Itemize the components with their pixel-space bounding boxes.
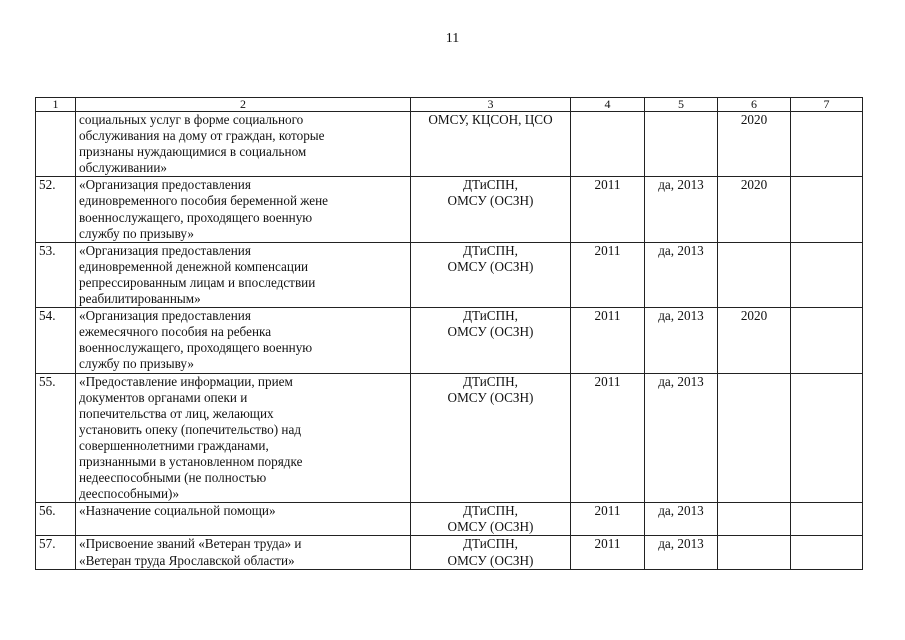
column-6-value <box>718 373 791 503</box>
row-number: 52. <box>36 177 76 242</box>
column-5-value: да, 2013 <box>645 308 718 373</box>
column-5-value: да, 2013 <box>645 536 718 569</box>
column-5-value: да, 2013 <box>645 242 718 307</box>
column-6-value: 2020 <box>718 308 791 373</box>
column-7-value <box>791 373 863 503</box>
row-number: 54. <box>36 308 76 373</box>
executor-line: ОМСУ (ОСЗН) <box>447 324 534 340</box>
executor-line: ДТиСПН, <box>463 536 518 552</box>
services-table <box>35 97 863 570</box>
row-number <box>36 112 76 177</box>
executor <box>411 242 571 307</box>
table-row <box>36 242 863 307</box>
description-line: «Предоставление информации, прием <box>79 373 293 389</box>
description-line: социальных услуг в форме социального <box>79 112 304 127</box>
column-number: 3 <box>411 98 571 112</box>
column-7-value <box>791 177 863 242</box>
executor-line: ДТиСПН, <box>463 503 518 519</box>
service-description <box>76 242 411 307</box>
description-line: единовременной денежной компенсации <box>79 258 309 274</box>
executor-line: ОМСУ, КЦСОН, ЦСО <box>428 112 553 127</box>
description-line: установить опеку (попечительство) над <box>79 421 302 437</box>
column-number-row <box>36 98 863 112</box>
row-number: 55. <box>36 373 76 503</box>
column-5-value: да, 2013 <box>645 373 718 503</box>
service-description <box>76 373 411 503</box>
column-4-value: 2011 <box>571 373 645 503</box>
description-line: службу по призыву» <box>79 225 194 241</box>
column-7-value <box>791 503 863 536</box>
table-row <box>36 112 863 177</box>
column-number: 6 <box>718 98 791 112</box>
row-number: 56. <box>36 503 76 536</box>
column-number: 7 <box>791 98 863 112</box>
column-7-value <box>791 308 863 373</box>
description-line: «Ветеран труда Ярославской области» <box>79 552 295 568</box>
column-4-value: 2011 <box>571 503 645 536</box>
executor <box>411 112 571 177</box>
page-number: 11 <box>445 31 460 46</box>
description-line: военнослужащего, проходящего военную <box>79 340 313 356</box>
column-4-value: 2011 <box>571 536 645 569</box>
service-description <box>76 536 411 569</box>
column-6-value <box>718 503 791 536</box>
description-line: совершеннолетними гражданами, <box>79 437 269 453</box>
service-description <box>76 112 411 177</box>
executor-line: ОМСУ (ОСЗН) <box>447 193 534 209</box>
description-line: «Организация предоставления <box>79 242 251 258</box>
row-number: 57. <box>36 536 76 569</box>
description-line: единовременного пособия беременной жене <box>79 193 329 209</box>
executor-line: ДТиСПН, <box>463 308 518 324</box>
table-row <box>36 177 863 242</box>
column-number: 1 <box>36 98 76 112</box>
description-line: «Организация предоставления <box>79 177 251 193</box>
table-row <box>36 503 863 536</box>
executor <box>411 177 571 242</box>
description-line: реабилитированным» <box>79 291 201 307</box>
column-7-value <box>791 112 863 177</box>
description-line: попечительства от лиц, желающих <box>79 405 274 421</box>
column-number: 5 <box>645 98 718 112</box>
service-description <box>76 308 411 373</box>
column-6-value <box>718 242 791 307</box>
description-line: обслуживании» <box>79 160 167 176</box>
table-row <box>36 308 863 373</box>
description-line: признанными в установленном порядке <box>79 453 303 469</box>
column-6-value: 2020 <box>718 177 791 242</box>
column-number: 4 <box>571 98 645 112</box>
service-description <box>76 503 411 536</box>
row-number: 53. <box>36 242 76 307</box>
executor-line: ОМСУ (ОСЗН) <box>447 519 534 535</box>
table-row <box>36 373 863 503</box>
executor-line: ОМСУ (ОСЗН) <box>447 258 534 274</box>
executor-line: ДТиСПН, <box>463 373 518 389</box>
column-4-value: 2011 <box>571 177 645 242</box>
description-line: признаны нуждающимися в социальном <box>79 144 307 160</box>
description-line: дееспособными)» <box>79 486 180 502</box>
executor <box>411 373 571 503</box>
description-line: «Присвоение званий «Ветеран труда» и <box>79 536 302 552</box>
column-4-value: 2011 <box>571 308 645 373</box>
column-number: 2 <box>76 98 411 112</box>
executor-line: ДТиСПН, <box>463 242 518 258</box>
column-7-value <box>791 242 863 307</box>
description-line: службу по призыву» <box>79 356 194 372</box>
column-6-value: 2020 <box>718 112 791 177</box>
executor <box>411 503 571 536</box>
executor <box>411 308 571 373</box>
service-description <box>76 177 411 242</box>
description-line: «Назначение социальной помощи» <box>79 503 276 519</box>
column-7-value <box>791 536 863 569</box>
description-line: недееспособными (не полностью <box>79 470 267 486</box>
column-5-value <box>645 112 718 177</box>
column-4-value <box>571 112 645 177</box>
executor-line: ДТиСПН, <box>463 177 518 193</box>
description-line: репрессированным лицам и впоследствии <box>79 274 316 290</box>
description-line: ежемесячного пособия на ребенка <box>79 324 272 340</box>
executor-line: ОМСУ (ОСЗН) <box>447 552 534 568</box>
column-6-value <box>718 536 791 569</box>
description-line: документов органами опеки и <box>79 389 248 405</box>
description-line: обслуживания на дому от граждан, которые <box>79 128 325 144</box>
description-line: «Организация предоставления <box>79 308 251 324</box>
column-5-value: да, 2013 <box>645 503 718 536</box>
executor <box>411 536 571 569</box>
table-row <box>36 536 863 569</box>
description-line: военнослужащего, проходящего военную <box>79 209 313 225</box>
column-4-value: 2011 <box>571 242 645 307</box>
executor-line: ОМСУ (ОСЗН) <box>447 389 534 405</box>
column-5-value: да, 2013 <box>645 177 718 242</box>
